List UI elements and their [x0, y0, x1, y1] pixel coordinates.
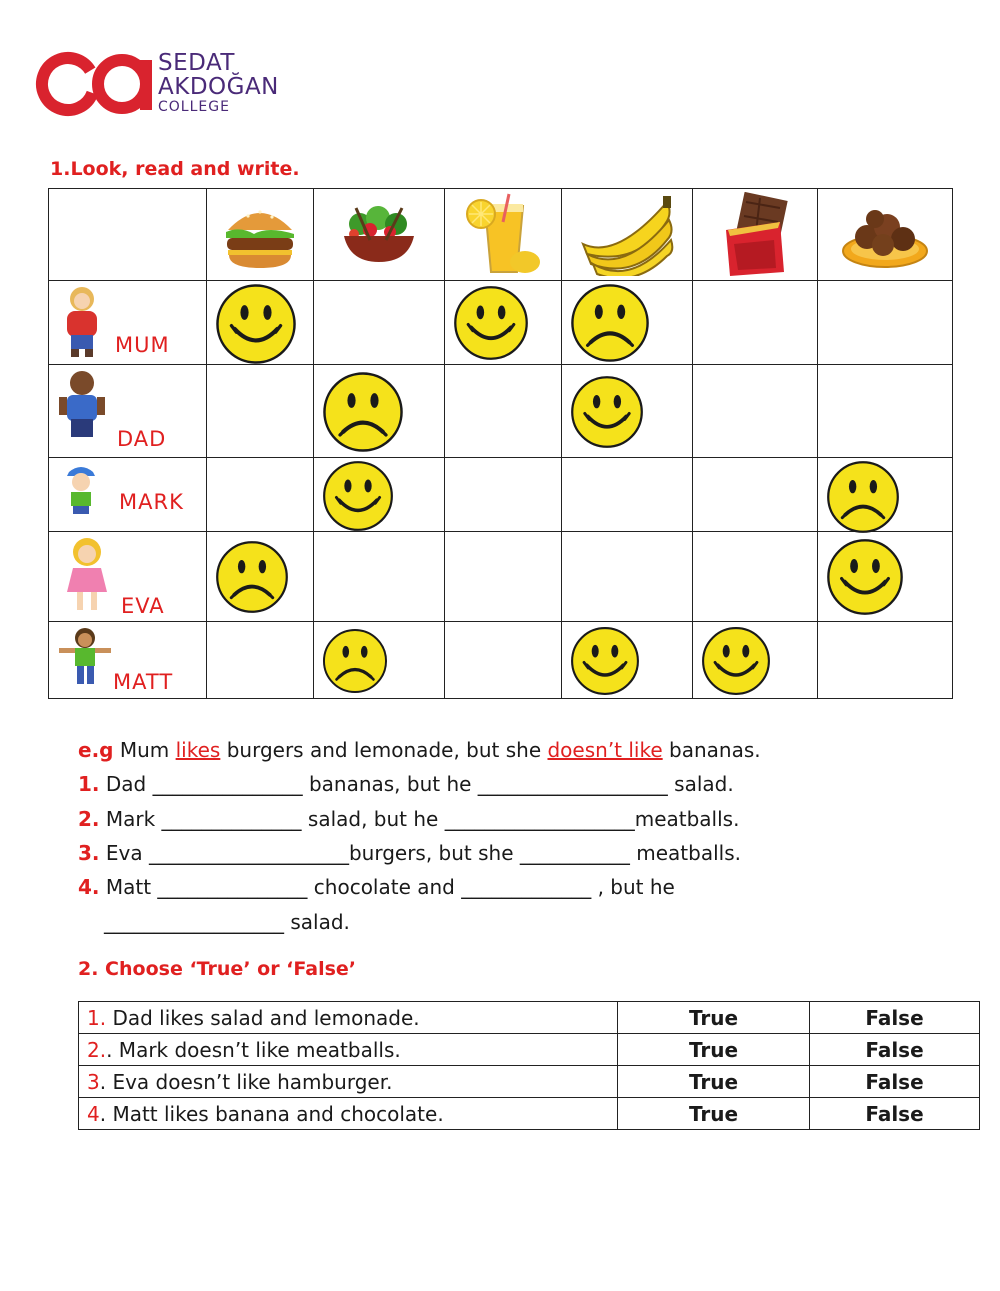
reaction-cell[interactable]	[314, 458, 445, 532]
false-option[interactable]: False	[810, 1034, 980, 1066]
person-avatar-icon	[57, 462, 105, 522]
reaction-cell[interactable]	[693, 622, 818, 699]
tf-text: . Mark doesn’t like meatballs.	[106, 1037, 401, 1062]
reaction-cell[interactable]	[314, 281, 445, 365]
food-cell-bananas	[562, 189, 693, 281]
meatballs-icon	[837, 197, 933, 273]
tf-row	[79, 1066, 980, 1098]
person-row-dad	[49, 365, 953, 458]
person-cell	[49, 281, 207, 365]
food-cell-burger	[207, 189, 314, 281]
smiley-face-icon	[453, 285, 529, 361]
tf-text: Dad likes salad and lemonade.	[106, 1005, 420, 1030]
true-option[interactable]: True	[618, 1066, 810, 1098]
reaction-cell[interactable]	[314, 622, 445, 699]
food-preference-grid	[48, 188, 953, 699]
tf-statement	[79, 1034, 618, 1066]
person-name: EVA	[121, 594, 165, 618]
reaction-cell[interactable]	[562, 458, 693, 532]
false-option[interactable]: False	[810, 1098, 980, 1130]
person-cell	[49, 532, 207, 622]
true-option[interactable]: True	[618, 1002, 810, 1034]
tf-row	[79, 1002, 980, 1034]
brand-line-3: COLLEGE	[158, 99, 230, 115]
salad-icon	[336, 200, 422, 270]
reaction-cell[interactable]	[693, 365, 818, 458]
person-avatar-icon	[57, 369, 107, 449]
true-false-table	[78, 1001, 980, 1130]
example-word-doesnt-like: doesn’t like	[547, 738, 663, 762]
reaction-cell[interactable]	[445, 622, 562, 699]
reaction-cell[interactable]	[693, 532, 818, 622]
reaction-cell[interactable]	[693, 281, 818, 365]
section2-title: 2. Choose ‘True’ or ‘False’	[78, 958, 357, 980]
person-row-matt	[49, 622, 953, 699]
sentence-text: Mark ______________ salad, but he ___________________meatballs.	[99, 807, 740, 831]
reaction-cell[interactable]	[314, 532, 445, 622]
college-name	[158, 52, 279, 114]
smiley-face-icon	[701, 626, 771, 696]
food-cell-salad	[314, 189, 445, 281]
person-name: MUM	[115, 333, 170, 357]
sad-face-icon	[322, 371, 404, 453]
sad-face-icon	[826, 460, 900, 534]
reaction-cell[interactable]	[445, 532, 562, 622]
sentence-text: Dad _______________ bananas, but he ___________________ salad.	[99, 772, 734, 796]
food-header-row	[49, 189, 953, 281]
reaction-cell[interactable]	[314, 365, 445, 458]
true-option[interactable]: True	[618, 1098, 810, 1130]
tf-number: 1.	[87, 1005, 107, 1030]
reaction-cell[interactable]	[207, 458, 314, 532]
reaction-cell[interactable]	[562, 532, 693, 622]
sentence-2[interactable]	[78, 807, 739, 831]
tf-statement	[79, 1098, 618, 1130]
reaction-cell[interactable]	[207, 532, 314, 622]
person-name: MATT	[113, 670, 174, 694]
sentence-number: 1.	[78, 772, 100, 796]
example-text-1: Mum	[113, 738, 176, 762]
tf-number: 4	[87, 1101, 100, 1126]
food-cell-meatballs	[818, 189, 953, 281]
sentence-4[interactable]	[78, 875, 675, 899]
person-name: MARK	[119, 490, 184, 514]
brand-line-1: SEDAT	[158, 50, 235, 76]
person-cell	[49, 622, 207, 699]
corner-cell	[49, 189, 207, 281]
reaction-cell[interactable]	[445, 281, 562, 365]
person-row-mum	[49, 281, 953, 365]
reaction-cell[interactable]	[207, 281, 314, 365]
example-sentence	[78, 738, 761, 762]
person-name: DAD	[117, 427, 167, 451]
reaction-cell[interactable]	[207, 365, 314, 458]
reaction-cell[interactable]	[818, 365, 953, 458]
sad-face-icon	[322, 628, 388, 694]
tf-number: 2.	[87, 1037, 107, 1062]
brand-line-2: AKDOĞAN	[158, 74, 279, 100]
person-avatar-icon	[57, 626, 113, 694]
sentence-number: 3.	[78, 841, 100, 865]
reaction-cell[interactable]	[818, 458, 953, 532]
reaction-cell[interactable]	[207, 622, 314, 699]
tf-row	[79, 1034, 980, 1066]
sentence-4-continued[interactable]	[104, 910, 350, 934]
reaction-cell[interactable]	[445, 458, 562, 532]
reaction-cell[interactable]	[818, 532, 953, 622]
reaction-cell[interactable]	[562, 622, 693, 699]
true-option[interactable]: True	[618, 1034, 810, 1066]
bananas-icon	[577, 194, 677, 276]
sentence-number: 4.	[78, 875, 100, 899]
example-text-3: bananas.	[662, 738, 761, 762]
tf-text: . Eva doesn’t like hamburger.	[99, 1069, 393, 1094]
food-cell-lemonade	[445, 189, 562, 281]
tf-statement	[79, 1002, 618, 1034]
reaction-cell[interactable]	[693, 458, 818, 532]
example-label: e.g	[78, 738, 114, 762]
tf-row	[79, 1098, 980, 1130]
person-cell	[49, 458, 207, 532]
sentence-3[interactable]	[78, 841, 741, 865]
reaction-cell[interactable]	[562, 281, 693, 365]
person-cell	[49, 365, 207, 458]
sentence-number: 2.	[78, 807, 100, 831]
smiley-face-icon	[570, 375, 644, 449]
false-option[interactable]: False	[810, 1002, 980, 1034]
example-text-2: burgers and lemonade, but she	[220, 738, 548, 762]
smiley-face-icon	[215, 283, 297, 365]
sad-face-icon	[570, 283, 650, 363]
example-word-likes: likes	[175, 738, 221, 762]
sentence-text: __________________ salad.	[104, 910, 350, 934]
person-avatar-icon	[57, 285, 107, 365]
smiley-face-icon	[570, 626, 640, 696]
tf-number: 3	[87, 1069, 100, 1094]
sad-face-icon	[215, 540, 289, 614]
person-row-eva	[49, 532, 953, 622]
reaction-cell[interactable]	[818, 281, 953, 365]
burger-icon	[220, 196, 300, 274]
reaction-cell[interactable]	[562, 365, 693, 458]
sentence-text: Matt _______________ chocolate and _____________ , but he	[99, 875, 675, 899]
sentence-1[interactable]	[78, 772, 734, 796]
smiley-face-icon	[826, 538, 904, 616]
reaction-cell[interactable]	[818, 622, 953, 699]
tf-statement	[79, 1066, 618, 1098]
reaction-cell[interactable]	[445, 365, 562, 458]
person-row-mark	[49, 458, 953, 532]
food-cell-chocolate	[693, 189, 818, 281]
section1-title: 1.Look, read and write.	[50, 158, 300, 180]
person-avatar-icon	[57, 536, 117, 620]
smiley-face-icon	[322, 460, 394, 532]
chocolate-icon	[720, 192, 790, 278]
false-option[interactable]: False	[810, 1066, 980, 1098]
sentence-text: Eva ____________________burgers, but she ___________ meatballs.	[99, 841, 741, 865]
lemonade-icon	[463, 192, 543, 278]
tf-text: . Matt likes banana and chocolate.	[99, 1101, 444, 1126]
